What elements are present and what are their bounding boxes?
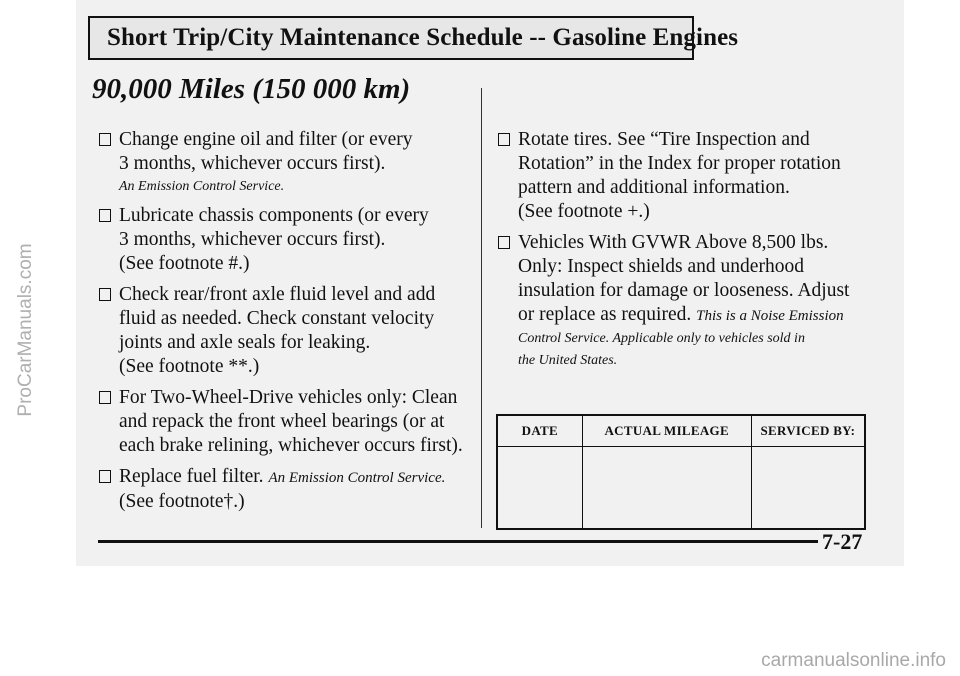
item-text: For Two-Wheel-Drive vehicles only: Clean and repack the front wheel bearings (or at each brake relining, whichever occurs first). [119, 387, 463, 456]
serviced-by-header: SERVICED BY: [751, 415, 865, 447]
date-header: DATE [497, 415, 582, 447]
left-column [98, 128, 474, 521]
mileage-cell [582, 447, 751, 530]
date-cell [497, 447, 582, 530]
checkbox-icon [99, 209, 111, 222]
item-text: Change engine oil and filter (or every 3 months, whichever occurs first). [119, 129, 413, 174]
bottom-watermark: carmanualsonline.info [761, 650, 946, 671]
schedule-title [88, 16, 739, 60]
footnote-ref: (See footnote†.) [119, 491, 245, 512]
checkbox-icon [99, 133, 111, 146]
list-item [98, 204, 474, 276]
item-text: Vehicles With GVWR Above 8,500 lbs. Only: Inspect shields and underhood insulation for damage or looseness. Adjust or replace as required. [518, 232, 850, 325]
serviced-by-cell [751, 447, 865, 530]
checkbox-icon [99, 288, 111, 301]
actual-mileage-header: ACTUAL MILEAGE [582, 415, 751, 447]
right-column [497, 128, 879, 379]
mileage-heading: 90,000 Miles (150 000 km) [92, 73, 411, 105]
footer-rule [98, 540, 818, 543]
noise-emission-note: This is a Noise Emission [696, 308, 844, 324]
list-item [98, 386, 474, 458]
checkbox-icon [99, 391, 111, 404]
list-item [98, 465, 474, 514]
checkbox-icon [498, 236, 510, 249]
checkbox-icon [99, 470, 111, 483]
table-header-row [497, 415, 865, 447]
item-text: Lubricate chassis components (or every 3 months, whichever occurs first). (See footnote #.) [119, 205, 429, 274]
list-item [497, 231, 879, 372]
item-text: Replace fuel filter. [119, 466, 264, 487]
checkbox-icon [498, 133, 510, 146]
list-item [98, 128, 474, 197]
page-number: 7-27 [822, 529, 863, 554]
schedule-title-text: Short Trip/City Maintenance Schedule -- Gasoline Engines [107, 24, 739, 51]
table-row [497, 447, 865, 530]
list-item [497, 128, 879, 224]
column-divider [481, 88, 482, 528]
emission-note: An Emission Control Service. [119, 179, 285, 194]
side-watermark: ProCarManuals.com [15, 243, 36, 417]
noise-emission-note-continued: Control Service. Applicable only to vehicles sold in the United States. [518, 331, 805, 368]
list-item [98, 283, 474, 379]
item-text: Check rear/front axle fluid level and add fluid as needed. Check constant velocity joints and axle seals for leaking. (See footnote **.) [119, 284, 436, 377]
service-record-table [496, 414, 866, 530]
emission-note: An Emission Control Service. [268, 470, 446, 486]
item-text: Rotate tires. See “Tire Inspection and Rotation” in the Index for proper rotation pattern and additional information. (See footnote +.) [518, 129, 841, 222]
